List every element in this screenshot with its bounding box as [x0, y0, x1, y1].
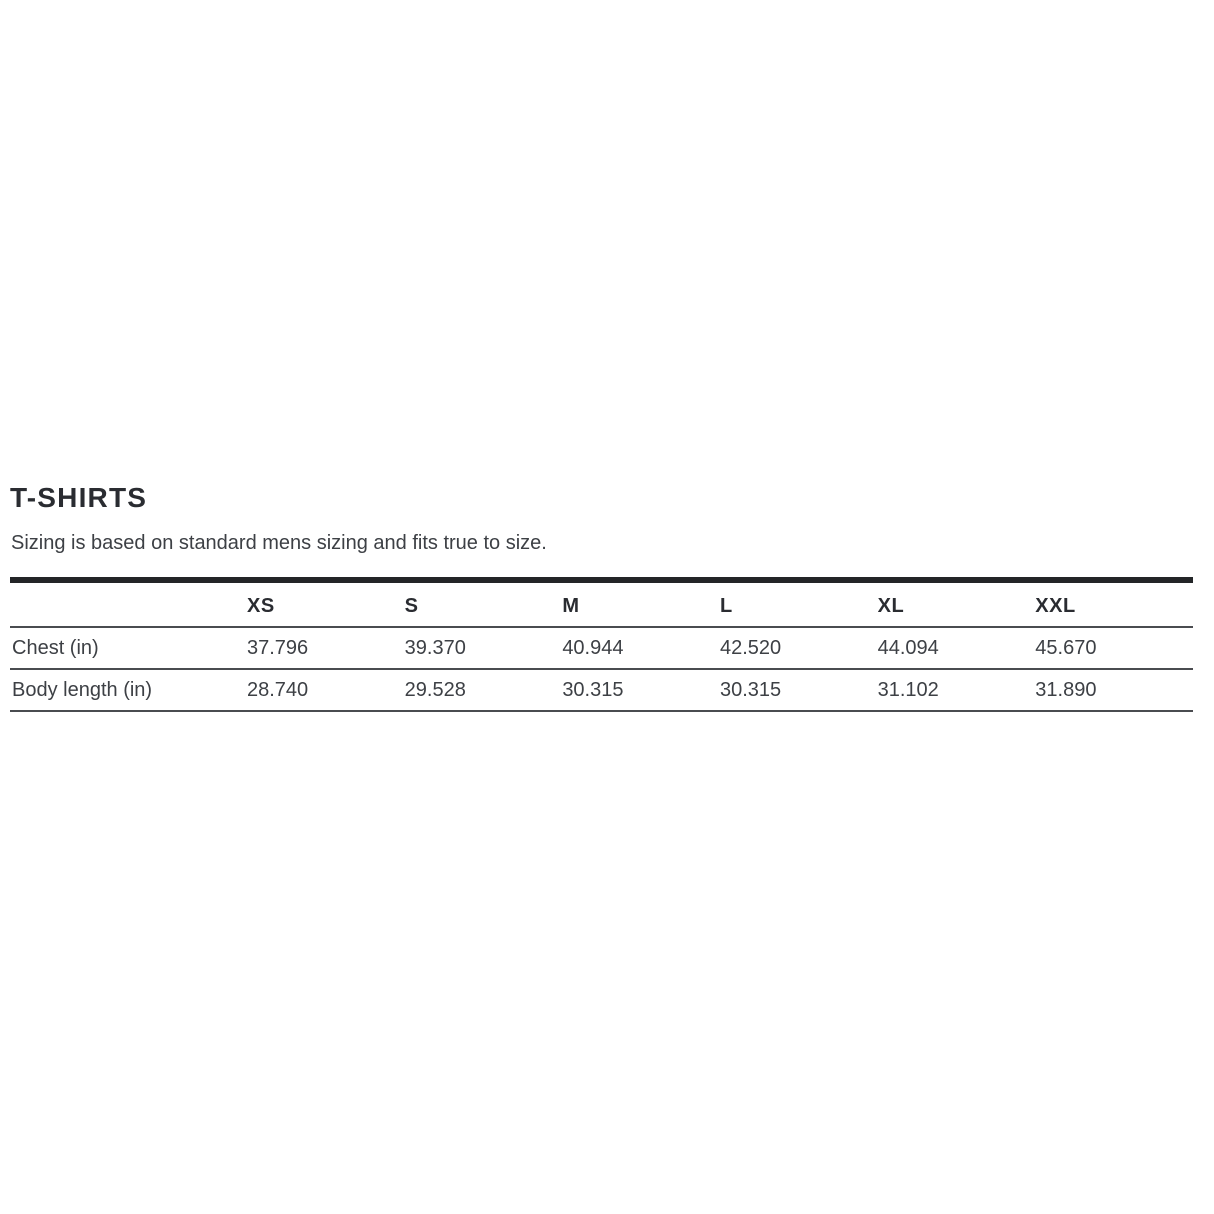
size-value-cell: 29.528 [405, 669, 563, 711]
size-value-cell: 31.102 [878, 669, 1036, 711]
size-value-cell: 42.520 [720, 627, 878, 669]
size-value-cell: 31.890 [1035, 669, 1193, 711]
column-header-m: M [562, 580, 720, 627]
size-value-cell: 28.740 [247, 669, 405, 711]
size-value-cell: 37.796 [247, 627, 405, 669]
column-header-xl: XL [878, 580, 1036, 627]
row-label-chest: Chest (in) [10, 627, 247, 669]
column-header-s: S [405, 580, 563, 627]
size-chart-table [10, 577, 1193, 712]
column-header-xs: XS [247, 580, 405, 627]
size-guide-section [10, 484, 1193, 712]
size-value-cell: 39.370 [405, 627, 563, 669]
column-header-xxl: XXL [1035, 580, 1193, 627]
size-value-cell: 40.944 [562, 627, 720, 669]
size-value-cell: 30.315 [562, 669, 720, 711]
size-table-header-row [10, 580, 1193, 627]
column-header-l: L [720, 580, 878, 627]
sizing-note: Sizing is based on standard mens sizing and fits true to size. [11, 532, 547, 554]
size-value-cell: 45.670 [1035, 627, 1193, 669]
corner-cell [10, 580, 247, 627]
table-row-chest [10, 627, 1193, 669]
page-title: T-SHIRTS [10, 482, 148, 513]
table-row-body-length [10, 669, 1193, 711]
row-label-body-length: Body length (in) [10, 669, 247, 711]
size-value-cell: 44.094 [878, 627, 1036, 669]
size-value-cell: 30.315 [720, 669, 878, 711]
